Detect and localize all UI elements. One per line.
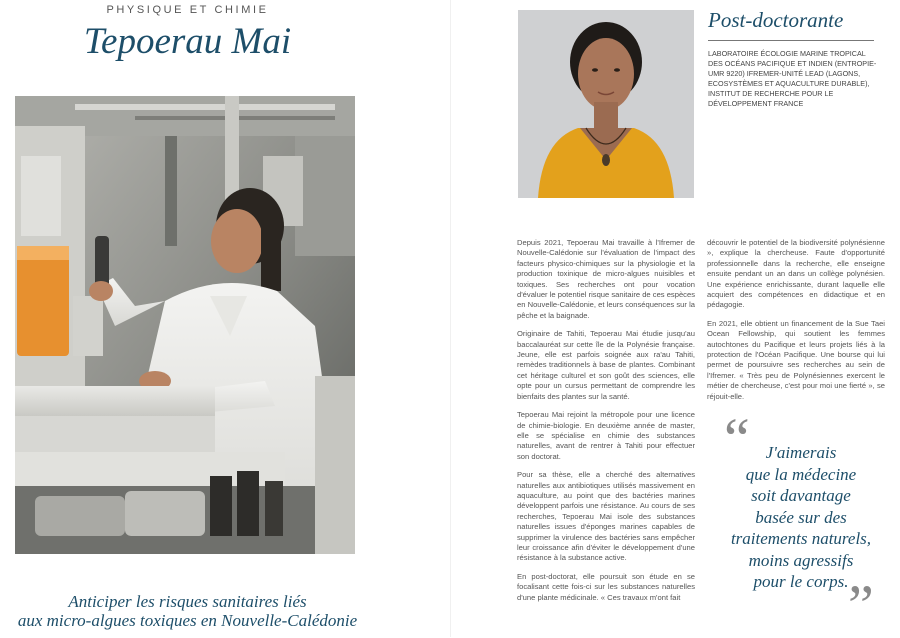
affiliation-line: ECOSYSTÈMES ET AQUACULTURE DURABLE), [708,79,870,88]
affiliation-line: DÉVELOPPEMENT FRANCE [708,99,804,108]
pull-quote [708,442,894,593]
affiliation-line: LABORATOIRE ÉCOLOGIE MARINE TROPICAL [708,49,866,58]
page-gutter [450,0,451,637]
quote-line: soit davantage [751,486,851,505]
laboratory-photo [15,96,355,554]
open-quote-icon: “ [724,406,750,471]
caption-line: Anticiper les risques sanitaires liés [68,592,307,611]
body-paragraph: Pour sa thèse, elle a cherché des alternatives naturelles aux antibiotiques utilisés massivement en aquaculture, au point que des bactéries marines développent parfois une résistance. Au cours de ses recherches, Tepoerau Mai isole des substances naturelles issues d'éponges marines capables de supprimer la virulence des bactéries sans empêcher leur croissance afin d'éviter le développement d'une résistance à la substance active. [517,470,695,563]
body-paragraph: Depuis 2021, Tepoerau Mai travaille à l'Ifremer de Nouvelle-Calédonie sur l'évaluation de l'impact des facteurs physico-chimiques sur la physiologie et la production toxinique de micro-algues nuisibles et toxiques. Ses recherches ont pour vocation d'évaluer le potentiel risque sanitaire de ces espèces en Nouvelle-Calédonie, et leurs conséquences sur la pêche et la baignade. [517,238,695,320]
body-paragraph: En post-doctorat, elle poursuit son étude en se focalisant cette fois-ci sur les substances naturelles d'une plante médicinale. « Ces travaux m'ont fait [517,571,695,602]
article-caption [0,592,375,630]
body-paragraph: Originaire de Tahiti, Tepoerau Mai étudie jusqu'au baccalauréat sur cette île de la Polynésie française. Jeune, elle est parfois soignée aux ra'au Tahiti, remèdes traditionnels à base de plantes. Combinant cet héritage culturel et son goût des sciences, elle opte pour un cursus permettant de comprendre les bienfaits des plantes sur la santé. [517,329,695,401]
caption-line: aux micro-algues toxiques en Nouvelle-Calédonie [17,611,358,630]
body-paragraph: Tepoerau Mai rejoint la métropole pour une licence de chimie-biologie. En deuxième année de master, elle se spécialise en chimie des substances naturelles, avant de rentrer à Tahiti pour effectuer son doctorat. [517,410,695,461]
section-kicker: PHYSIQUE ET CHIMIE [106,4,269,16]
quote-line: traitements naturels, [730,529,872,548]
quote-line: pour le corps. [753,572,849,591]
body-column-2 [707,238,885,410]
quote-line: que la médecine [745,464,857,484]
quote-line: J'aimerais [765,443,837,462]
position-title: Post-doctorante [708,8,844,32]
affiliation [708,49,880,109]
researcher-name: Tepoerau Mai [83,21,292,62]
body-paragraph: En 2021, elle obtient un financement de la Sue Taei Ocean Fellowship, qui soutient les femmes autochtones du Pacifique et leurs projets liés à la protection de l'Océan Pacifique. Une bourse qui lui permet de poursuivre ses recherches au sein de l'Ifremer. « Très peu de Polynésiennes exercent le métier de chercheuse, c'est pour moi une fierté », se réjouit-elle. [707,318,885,401]
affiliation-line: DES OCÉANS PACIFIQUE ET INDIEN (ENTROPIE- [708,59,877,68]
title-rule [708,40,874,41]
portrait-photo [518,10,694,198]
close-quote-icon: ” [848,573,874,638]
quote-line: basée sur des [755,507,847,527]
quote-line: moins agressifs [748,550,854,570]
body-paragraph: découvrir le potentiel de la biodiversité polynésienne », explique la chercheuse. Faute d'opportunité professionnelle dans la recherche, elle enseigne ensuite pendant un an dans un collège polynésien. Une expérience enrichissante, durant laquelle elle acquiert des compétences en didactique et en pédagogie. [707,238,885,310]
affiliation-line: INSTITUT DE RECHERCHE POUR LE [708,89,834,98]
affiliation-line: UMR 9220) IFREMER-UNITÉ LEAD (LAGONS, [708,69,861,78]
body-column-1 [517,238,695,611]
